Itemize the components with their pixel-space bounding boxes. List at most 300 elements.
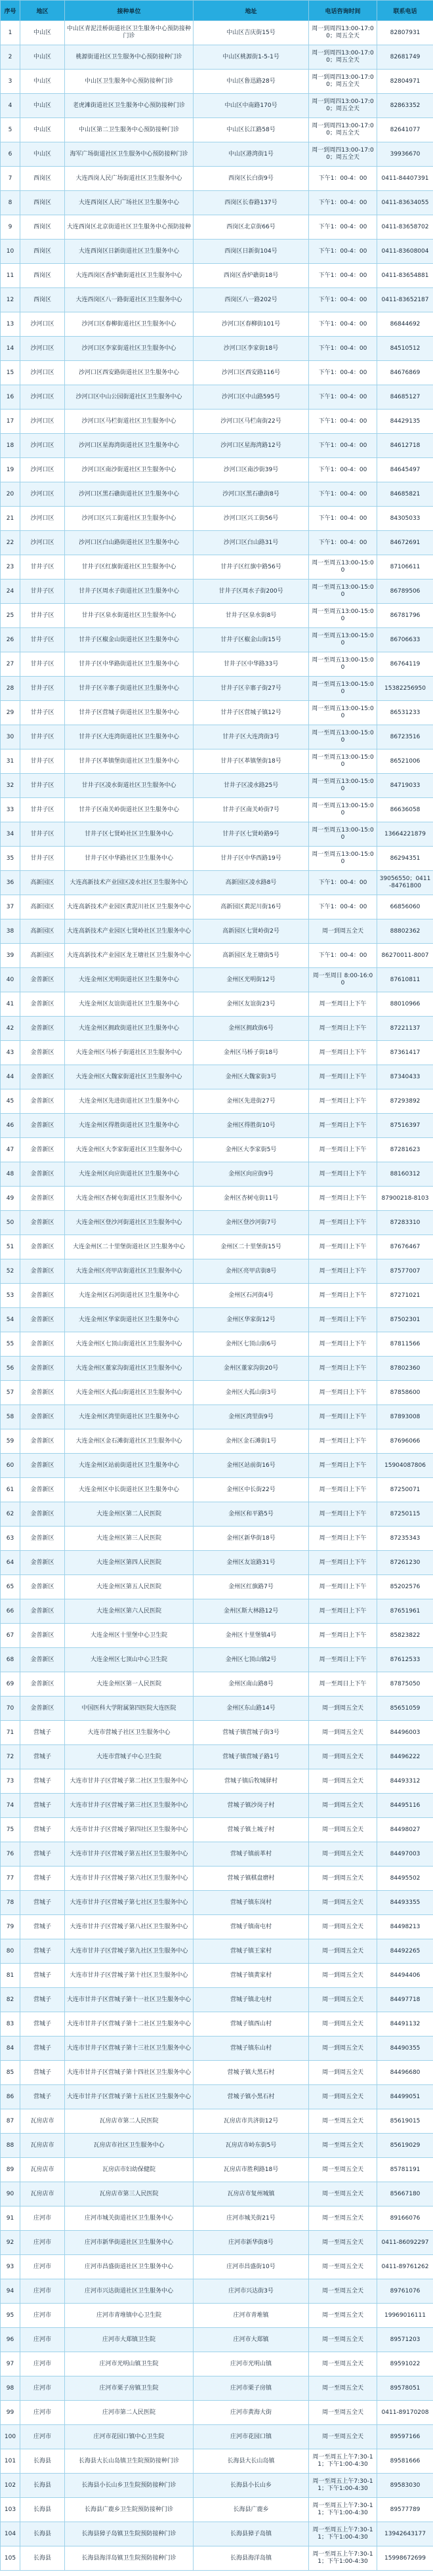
table-row xyxy=(1,1259,433,1284)
cell-district: 金普新区 xyxy=(20,1405,65,1429)
cell-unit: 海军广场街道社区卫生服务中心预防接种门诊 xyxy=(65,142,194,167)
cell-index: 43 xyxy=(1,1041,20,1065)
cell-index: 61 xyxy=(1,1478,20,1502)
cell-index: 37 xyxy=(1,895,20,919)
cell-hours: 周一至周五上午7:30-11；下午1:00-4:30 xyxy=(309,2546,377,2571)
cell-district: 金普新区 xyxy=(20,1381,65,1405)
cell-hours: 周一到周四13:00-17:00；周五全天 xyxy=(309,94,377,118)
cell-hours: 下午1：00-4：00 xyxy=(309,337,377,361)
cell-hours: 周一至周日上下午 xyxy=(309,1575,377,1599)
cell-district: 金普新区 xyxy=(20,1697,65,1721)
cell-address: 高新园区凌水路8号 xyxy=(194,871,309,895)
cell-unit: 庄河市昌盛街道社区卫生服务中心 xyxy=(65,2255,194,2279)
cell-address: 沙河口区马栏南街22号 xyxy=(194,410,309,434)
cell-index: 36 xyxy=(1,871,20,895)
table-row xyxy=(1,458,433,482)
cell-index: 54 xyxy=(1,1308,20,1332)
cell-unit: 庄河市大郑镇卫生院 xyxy=(65,2328,194,2352)
cell-hours: 周一至周五全天 xyxy=(309,2158,377,2182)
cell-phone: 86844692 xyxy=(377,312,433,337)
cell-unit: 大连市甘井子区营城子第十社区卫生服务中心 xyxy=(65,1964,194,1988)
cell-index: 35 xyxy=(1,847,20,871)
cell-index: 38 xyxy=(1,919,20,944)
cell-unit: 大连金州区第一人民医院 xyxy=(65,1672,194,1697)
cell-district: 高新园区 xyxy=(20,944,65,968)
cell-address: 金州区中长街22号 xyxy=(194,1478,309,1502)
cell-district: 营城子 xyxy=(20,1964,65,1988)
cell-unit: 长海县广鹿乡卫生院预防接种门诊 xyxy=(65,2498,194,2522)
cell-index: 3 xyxy=(1,70,20,94)
cell-unit: 大连市营城子中心卫生院 xyxy=(65,1745,194,1769)
table-row xyxy=(1,240,433,264)
cell-hours: 周一至周五上午7:30-11；下午1:00-4:30 xyxy=(309,2449,377,2474)
table-row xyxy=(1,1575,433,1599)
cell-index: 89 xyxy=(1,2158,20,2182)
cell-index: 98 xyxy=(1,2376,20,2401)
cell-index: 83 xyxy=(1,2012,20,2037)
cell-district: 金普新区 xyxy=(20,1259,65,1284)
cell-hours: 周一至周五全天 xyxy=(309,2231,377,2255)
cell-address: 甘井子区七贤岭路9号 xyxy=(194,822,309,847)
table-row xyxy=(1,2134,433,2158)
header-row xyxy=(1,1,433,21)
cell-hours: 周一至周日上下午 xyxy=(309,992,377,1017)
cell-district: 金普新区 xyxy=(20,1041,65,1065)
cell-district: 金普新区 xyxy=(20,1089,65,1114)
cell-district: 西岗区 xyxy=(20,191,65,215)
cell-district: 高新园区 xyxy=(20,919,65,944)
cell-address: 沙河口区李家街18号 xyxy=(194,337,309,361)
cell-phone: 86294351 xyxy=(377,847,433,871)
table-row xyxy=(1,2425,433,2449)
cell-phone: 87261230 xyxy=(377,1551,433,1575)
cell-address: 沙河口区白山路31号 xyxy=(194,531,309,555)
cell-district: 庄河市 xyxy=(20,2425,65,2449)
table-row xyxy=(1,1867,433,1891)
cell-district: 甘井子区 xyxy=(20,725,65,750)
cell-index: 75 xyxy=(1,1818,20,1842)
cell-index: 97 xyxy=(1,2352,20,2376)
cell-address: 营城子镇南屯村 xyxy=(194,1915,309,1939)
cell-phone: 84499051 xyxy=(377,2085,433,2109)
table-row xyxy=(1,2449,433,2474)
cell-hours: 周一至周五全天 xyxy=(309,2206,377,2231)
cell-hours: 周一至周日上下午 xyxy=(309,1308,377,1332)
cell-index: 32 xyxy=(1,774,20,798)
cell-index: 19 xyxy=(1,458,20,482)
cell-phone: 87577007 xyxy=(377,1259,433,1284)
cell-unit: 大连西岗区人民广场社区卫生服务中心 xyxy=(65,191,194,215)
cell-hours: 周一到周五全天 xyxy=(309,1818,377,1842)
cell-index: 55 xyxy=(1,1332,20,1357)
cell-district: 中山区 xyxy=(20,94,65,118)
cell-address: 沙河口区春柳街101号 xyxy=(194,312,309,337)
table-header xyxy=(1,1,433,21)
cell-phone: 89597166 xyxy=(377,2425,433,2449)
cell-index: 15 xyxy=(1,361,20,385)
cell-phone: 84676869 xyxy=(377,361,433,385)
table-row xyxy=(1,94,433,118)
table-row xyxy=(1,1235,433,1259)
cell-phone: 82863352 xyxy=(377,94,433,118)
cell-district: 金普新区 xyxy=(20,1284,65,1308)
table-row xyxy=(1,2012,433,2037)
cell-district: 甘井子区 xyxy=(20,847,65,871)
cell-index: 45 xyxy=(1,1089,20,1114)
cell-hours: 下午1：00-4：00 xyxy=(309,944,377,968)
cell-hours: 周一至周日上下午 xyxy=(309,1284,377,1308)
cell-address: 瓦房店市共济街12号 xyxy=(194,2109,309,2134)
table-row xyxy=(1,701,433,725)
cell-hours: 周一到周五全天 xyxy=(309,2012,377,2037)
cell-hours: 周一至周五全天 xyxy=(309,2328,377,2352)
cell-index: 33 xyxy=(1,798,20,822)
cell-unit: 庄河市兴达街道社区卫生服务中心 xyxy=(65,2279,194,2304)
cell-index: 11 xyxy=(1,264,20,288)
cell-unit: 大连金州区第二人民医院 xyxy=(65,1502,194,1527)
cell-hours: 下午1：00-4：00 xyxy=(309,288,377,312)
cell-address: 金州区华家街12号 xyxy=(194,1308,309,1332)
cell-unit: 大连高新技术产业园区黄泥川社区卫生服务中心 xyxy=(65,895,194,919)
cell-district: 沙河口区 xyxy=(20,410,65,434)
cell-district: 营城子 xyxy=(20,1721,65,1745)
cell-hours: 周一至周日上下午 xyxy=(309,1235,377,1259)
cell-phone: 66856060 xyxy=(377,895,433,919)
table-row xyxy=(1,1114,433,1138)
cell-district: 沙河口区 xyxy=(20,434,65,458)
cell-phone: 87516397 xyxy=(377,1114,433,1138)
cell-hours: 周一至周五全天 xyxy=(309,2401,377,2425)
cell-index: 86 xyxy=(1,2085,20,2109)
cell-district: 金普新区 xyxy=(20,1235,65,1259)
cell-hours: 周一到周四13:00-17:00；周五全天 xyxy=(309,142,377,167)
cell-unit: 大连金州区亮甲店街道社区卫生服务中心 xyxy=(65,1259,194,1284)
cell-unit: 庄河市城关街道社区卫生服务中心 xyxy=(65,2206,194,2231)
cell-unit: 大连市甘井子区营城子第四社区卫生服务中心 xyxy=(65,1818,194,1842)
cell-address: 金州区新华街18号 xyxy=(194,1527,309,1551)
cell-hours: 周一到周五全天 xyxy=(309,1988,377,2012)
cell-unit: 大连市甘井子区营城子第五社区卫生服务中心 xyxy=(65,1842,194,1867)
cell-address: 西岗区日新街104号 xyxy=(194,240,309,264)
table-row xyxy=(1,2352,433,2376)
table-row xyxy=(1,1502,433,1527)
table-row xyxy=(1,1478,433,1502)
cell-hours: 下午1：00-4：00 xyxy=(309,385,377,410)
cell-hours: 下午1：00-4：00 xyxy=(309,410,377,434)
table-row xyxy=(1,1138,433,1162)
cell-index: 72 xyxy=(1,1745,20,1769)
cell-index: 73 xyxy=(1,1769,20,1794)
cell-unit: 大连金州区马桥子街道社区卫生服务中心 xyxy=(65,1041,194,1065)
cell-district: 金普新区 xyxy=(20,1624,65,1648)
cell-hours: 周一至周五全天 xyxy=(309,2109,377,2134)
cell-phone: 84719033 xyxy=(377,774,433,798)
table-row xyxy=(1,45,433,70)
cell-index: 24 xyxy=(1,580,20,604)
cell-unit: 甘井子区凌水街道社区卫生服务中心 xyxy=(65,774,194,798)
cell-address: 金州区大孤山街3号 xyxy=(194,1381,309,1405)
cell-address: 沙河口区南沙街39号 xyxy=(194,458,309,482)
cell-address: 金州区得胜街10号 xyxy=(194,1114,309,1138)
header-address: 地址 xyxy=(194,1,309,21)
cell-district: 庄河市 xyxy=(20,2328,65,2352)
cell-district: 中山区 xyxy=(20,21,65,45)
table-row xyxy=(1,118,433,142)
cell-unit: 沙河口区兴工街道社区卫生服务中心 xyxy=(65,507,194,531)
cell-address: 金州区杏树屯街11号 xyxy=(194,1187,309,1211)
cell-index: 34 xyxy=(1,822,20,847)
cell-district: 西岗区 xyxy=(20,240,65,264)
cell-hours: 周一至周日上下午 xyxy=(309,1114,377,1138)
cell-hours: 周一到周四13:00-17:00；周五全天 xyxy=(309,45,377,70)
cell-district: 瓦房店市 xyxy=(20,2182,65,2206)
cell-district: 金普新区 xyxy=(20,1575,65,1599)
cell-phone: 39936670 xyxy=(377,142,433,167)
cell-unit: 大连金州区友谊街道社区卫生服务中心 xyxy=(65,992,194,1017)
cell-phone: 87651961 xyxy=(377,1599,433,1624)
cell-hours: 周一到周五全天 xyxy=(309,2037,377,2061)
cell-hours: 下午1：00-4：00 xyxy=(309,507,377,531)
cell-index: 104 xyxy=(1,2522,20,2546)
cell-district: 中山区 xyxy=(20,70,65,94)
cell-hours: 下午1：00-4：00 xyxy=(309,312,377,337)
table-row xyxy=(1,1551,433,1575)
table-row xyxy=(1,2522,433,2546)
cell-district: 庄河市 xyxy=(20,2255,65,2279)
table-row xyxy=(1,2158,433,2182)
cell-unit: 大连市甘井子区营城子第八社区卫生服务中心 xyxy=(65,1915,194,1939)
cell-address: 长海县海洋岛镇 xyxy=(194,2546,309,2571)
cell-unit: 大连市甘井子区营城子第十二社区卫生服务中心 xyxy=(65,2012,194,2037)
cell-index: 84 xyxy=(1,2037,20,2061)
cell-index: 42 xyxy=(1,1017,20,1041)
header-hours: 电话咨询时间 xyxy=(309,1,377,21)
table-row xyxy=(1,312,433,337)
cell-district: 金普新区 xyxy=(20,1308,65,1332)
cell-district: 长海县 xyxy=(20,2449,65,2474)
table-row xyxy=(1,1769,433,1794)
cell-unit: 中山区卫生服务中心预防接种门诊 xyxy=(65,70,194,94)
table-row xyxy=(1,944,433,968)
cell-phone: 82807931 xyxy=(377,21,433,45)
cell-index: 25 xyxy=(1,604,20,628)
header-unit: 接种单位 xyxy=(65,1,194,21)
cell-hours: 周一至周五13:00-15:00 xyxy=(309,725,377,750)
cell-hours: 周一至周日上下午 xyxy=(309,1138,377,1162)
cell-district: 庄河市 xyxy=(20,2231,65,2255)
cell-district: 瓦房店市 xyxy=(20,2158,65,2182)
cell-hours: 周一至周五全天 xyxy=(309,2425,377,2449)
cell-unit: 大连金州区七顶山中心卫生院 xyxy=(65,1648,194,1672)
cell-phone: 82804971 xyxy=(377,70,433,94)
cell-phone: 85667180 xyxy=(377,2182,433,2206)
cell-address: 西岗区长白街9号 xyxy=(194,167,309,191)
cell-district: 庄河市 xyxy=(20,2376,65,2401)
cell-phone: 85651059 xyxy=(377,1697,433,1721)
table-row xyxy=(1,2304,433,2328)
cell-district: 金普新区 xyxy=(20,1187,65,1211)
cell-index: 94 xyxy=(1,2279,20,2304)
cell-index: 30 xyxy=(1,725,20,750)
cell-address: 甘井子区辛寨子街27号 xyxy=(194,677,309,701)
cell-unit: 大连西岗区香炉礁街道社区卫生服务中心 xyxy=(65,264,194,288)
header-district: 地区 xyxy=(20,1,65,21)
cell-unit: 大连高新技术产业园区七贤岭社区卫生服务中心 xyxy=(65,919,194,944)
cell-index: 6 xyxy=(1,142,20,167)
cell-phone: 86706633 xyxy=(377,628,433,652)
cell-address: 高新园区黄泥川街16号 xyxy=(194,895,309,919)
cell-address: 中山区中南路170号 xyxy=(194,94,309,118)
cell-index: 81 xyxy=(1,1964,20,1988)
cell-phone: 84496003 xyxy=(377,1721,433,1745)
table-row xyxy=(1,871,433,895)
cell-address: 瓦房店市岭东街5号 xyxy=(194,2134,309,2158)
cell-district: 西岗区 xyxy=(20,288,65,312)
cell-phone: 84490355 xyxy=(377,2037,433,2061)
cell-unit: 沙河口区白山路街道社区卫生服务中心 xyxy=(65,531,194,555)
cell-phone: 82641077 xyxy=(377,118,433,142)
cell-address: 西岗区香炉礁街18号 xyxy=(194,264,309,288)
cell-district: 甘井子区 xyxy=(20,652,65,677)
cell-hours: 周一至周日上下午 xyxy=(309,1381,377,1405)
table-row xyxy=(1,21,433,45)
table-row xyxy=(1,1381,433,1405)
cell-index: 90 xyxy=(1,2182,20,2206)
cell-unit: 大连金州区七顶山街道社区卫生服务中心 xyxy=(65,1332,194,1357)
cell-unit: 甘井子区革镇堡街道社区卫生服务中心 xyxy=(65,750,194,774)
cell-address: 沙河口区西安路116号 xyxy=(194,361,309,385)
cell-address: 甘井子区椒金山街15号 xyxy=(194,628,309,652)
cell-address: 庄河市兴达街3号 xyxy=(194,2279,309,2304)
cell-hours: 周一到周五全天 xyxy=(309,919,377,944)
cell-hours: 周一至周日上下午 xyxy=(309,1672,377,1697)
table-row xyxy=(1,1162,433,1187)
table-row xyxy=(1,652,433,677)
cell-phone: 87893008 xyxy=(377,1405,433,1429)
cell-phone: 87250071 xyxy=(377,1478,433,1502)
cell-hours: 周一至周五全天 xyxy=(309,2255,377,2279)
table-row xyxy=(1,2546,433,2571)
cell-unit: 大连金州区二十里堡街道社区卫生服务中心 xyxy=(65,1235,194,1259)
table-row xyxy=(1,847,433,871)
cell-index: 101 xyxy=(1,2449,20,2474)
cell-address: 高新园区龙王塘街5号 xyxy=(194,944,309,968)
cell-address: 中山区鲁迅路28号 xyxy=(194,70,309,94)
cell-unit: 大连金州区杏树屯街道社区卫生服务中心 xyxy=(65,1187,194,1211)
cell-district: 瓦房店市 xyxy=(20,2134,65,2158)
cell-phone: 87340433 xyxy=(377,1065,433,1089)
cell-phone: 13664221879 xyxy=(377,822,433,847)
table-row xyxy=(1,1429,433,1454)
cell-phone: 86270011-8007 xyxy=(377,944,433,968)
cell-phone: 0411-83608004 xyxy=(377,240,433,264)
cell-district: 金普新区 xyxy=(20,968,65,992)
cell-phone: 84612718 xyxy=(377,434,433,458)
cell-index: 80 xyxy=(1,1939,20,1964)
cell-address: 营城子镇东岗村 xyxy=(194,1891,309,1915)
cell-district: 中山区 xyxy=(20,45,65,70)
cell-phone: 84645497 xyxy=(377,458,433,482)
table-row xyxy=(1,2279,433,2304)
cell-phone: 84685821 xyxy=(377,482,433,507)
cell-district: 金普新区 xyxy=(20,1162,65,1187)
cell-hours: 周一到周五全天 xyxy=(309,1721,377,1745)
table-row xyxy=(1,531,433,555)
cell-unit: 大连金州区董家沟街道社区卫生服务中心 xyxy=(65,1357,194,1381)
cell-hours: 周一至周五上午7:30-11；下午1:00-4:30 xyxy=(309,2474,377,2498)
cell-address: 金州区友谊街23号 xyxy=(194,992,309,1017)
table-row xyxy=(1,1891,433,1915)
cell-district: 营城子 xyxy=(20,2061,65,2085)
cell-phone: 87221137 xyxy=(377,1017,433,1041)
cell-hours: 周一到周五全天 xyxy=(309,1794,377,1818)
table-row xyxy=(1,1697,433,1721)
cell-index: 105 xyxy=(1,2546,20,2571)
cell-phone: 84305033 xyxy=(377,507,433,531)
cell-phone: 87811566 xyxy=(377,1332,433,1357)
table-row xyxy=(1,482,433,507)
cell-address: 长海县广鹿乡 xyxy=(194,2498,309,2522)
cell-address: 庄河市青堆镇 xyxy=(194,2304,309,2328)
cell-district: 金普新区 xyxy=(20,1114,65,1138)
table-row xyxy=(1,1794,433,1818)
cell-phone: 0411-83658702 xyxy=(377,215,433,240)
cell-phone: 84498213 xyxy=(377,1915,433,1939)
cell-index: 99 xyxy=(1,2401,20,2425)
cell-district: 庄河市 xyxy=(20,2279,65,2304)
cell-unit: 甘井子区泉水街道社区卫生服务中心 xyxy=(65,604,194,628)
table-row xyxy=(1,288,433,312)
cell-phone: 15998672699 xyxy=(377,2546,433,2571)
cell-index: 102 xyxy=(1,2474,20,2498)
cell-address: 金州区和平路5号 xyxy=(194,1502,309,1527)
cell-index: 13 xyxy=(1,312,20,337)
cell-hours: 周一到周五全天 xyxy=(309,1769,377,1794)
cell-unit: 甘井子区周水子街道社区卫生服务中心 xyxy=(65,580,194,604)
cell-hours: 周一至周日上下午 xyxy=(309,1478,377,1502)
cell-address: 营城子镇前革村 xyxy=(194,1842,309,1867)
cell-index: 16 xyxy=(1,385,20,410)
cell-address: 西岗区八一路202号 xyxy=(194,288,309,312)
cell-index: 96 xyxy=(1,2328,20,2352)
cell-hours: 下午1：00-4：00 xyxy=(309,458,377,482)
cell-district: 金普新区 xyxy=(20,1429,65,1454)
table-row xyxy=(1,1527,433,1551)
cell-unit: 庄河市光明山镇卫生院 xyxy=(65,2352,194,2376)
cell-address: 营城子镇王家村 xyxy=(194,1939,309,1964)
table-row xyxy=(1,895,433,919)
cell-phone: 87696066 xyxy=(377,1429,433,1454)
cell-hours: 周一至周五全天 xyxy=(309,2304,377,2328)
cell-phone: 87502301 xyxy=(377,1308,433,1332)
cell-unit: 庄河市新华街道社区卫生服务中心 xyxy=(65,2231,194,2255)
cell-phone: 89166076 xyxy=(377,2206,433,2231)
cell-address: 沙河口区中山路595号 xyxy=(194,385,309,410)
cell-index: 58 xyxy=(1,1405,20,1429)
table-row xyxy=(1,750,433,774)
cell-phone: 87676467 xyxy=(377,1235,433,1259)
cell-address: 金州区拥政街6号 xyxy=(194,1017,309,1041)
cell-hours: 周一至周五全天 xyxy=(309,2376,377,2401)
cell-phone: 87283310 xyxy=(377,1211,433,1235)
cell-hours: 周一至周五13:00-15:00 xyxy=(309,822,377,847)
cell-unit: 沙河口区马栏街道社区卫生服务中心 xyxy=(65,410,194,434)
cell-address: 金州区斯大林路12号 xyxy=(194,1599,309,1624)
cell-district: 金普新区 xyxy=(20,1065,65,1089)
table-row xyxy=(1,628,433,652)
cell-index: 57 xyxy=(1,1381,20,1405)
cell-hours: 下午1：00-4：00 xyxy=(309,167,377,191)
